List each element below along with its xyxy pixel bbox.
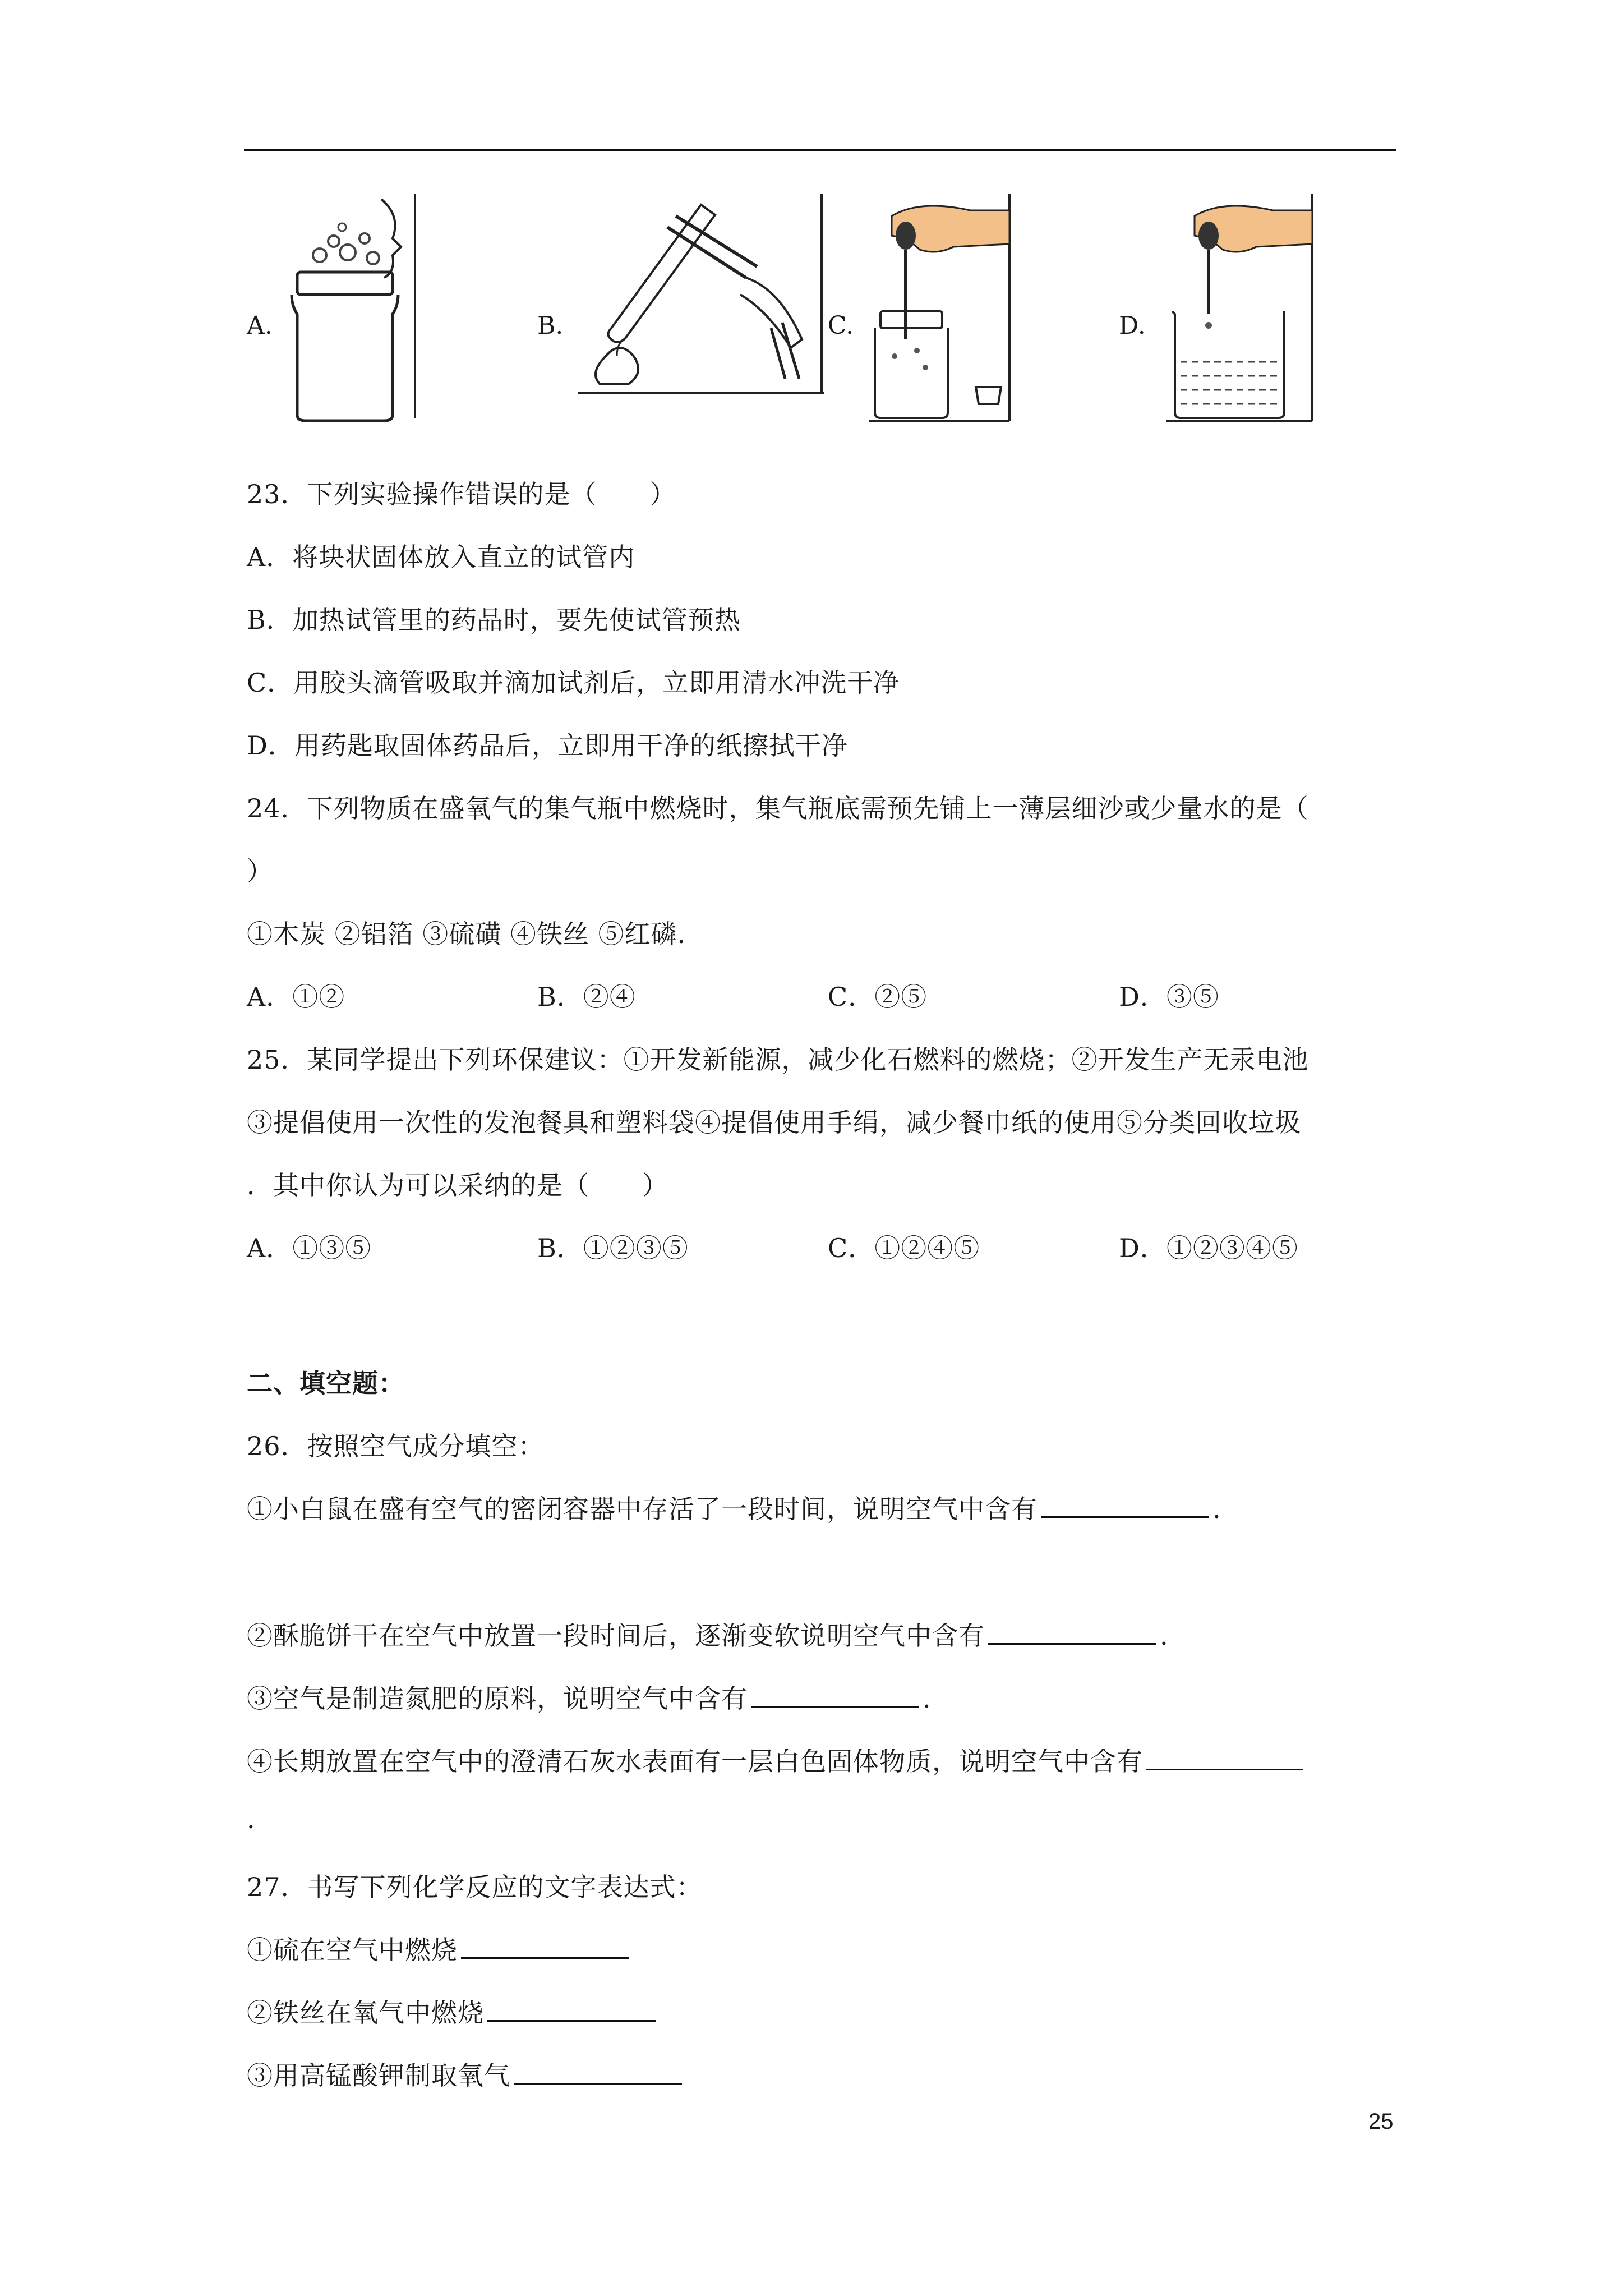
q23-option-d: D．用药匙取固体药品后，立即用干净的纸擦拭干净 <box>247 730 848 761</box>
q24-stem: 24．下列物质在盛氧气的集气瓶中燃烧时，集气瓶底需预先铺上一薄层细沙或少量水的是（ <box>247 793 1309 823</box>
q27-blank-3[interactable] <box>514 2057 682 2085</box>
header-rule <box>244 149 1396 151</box>
figure-option-b-label: B. <box>537 311 564 340</box>
q27-item-1-text: ①硫在空气中燃烧 <box>247 1935 458 1965</box>
q25-line-2: ③提倡使用一次性的发泡餐具和塑料袋④提倡使用手绢，减少餐巾纸的使用⑤分类回收垃圾 <box>247 1107 1301 1138</box>
q26-item-1-text: ①小白鼠在盛有空气的密闭容器中存活了一段时间，说明空气中含有 <box>247 1494 1038 1524</box>
q26-blank-2[interactable] <box>988 1617 1156 1645</box>
q23-option-c: C．用胶头滴管吸取并滴加试剂后，立即用清水冲洗干净 <box>247 668 900 698</box>
q26-item-3 <box>247 1678 932 1715</box>
q26-blank-3[interactable] <box>751 1680 919 1708</box>
q26-item-4-period: . <box>247 1804 256 1834</box>
smell-gas-illustration <box>280 194 426 424</box>
q25-option-b: B．①②③⑤ <box>537 1233 689 1263</box>
q25-option-c: C．①②④⑤ <box>828 1233 980 1263</box>
dropper-in-bottle-illustration <box>869 194 1015 424</box>
figure-option-d-label: D. <box>1119 311 1146 340</box>
q27-item-2-text: ②铁丝在氧气中燃烧 <box>247 1998 484 2028</box>
q26-blank-4[interactable] <box>1146 1743 1303 1770</box>
q26-stem: 26．按照空气成分填空： <box>247 1431 545 1461</box>
q24-option-d: D．③⑤ <box>1119 982 1219 1012</box>
q27-item-1 <box>247 1930 633 1967</box>
q26-item-3-text: ③空气是制造氮肥的原料，说明空气中含有 <box>247 1683 748 1714</box>
q26-item-4 <box>247 1741 1307 1778</box>
q26-blank-1[interactable] <box>1041 1490 1209 1518</box>
q26-item-3-period: . <box>923 1683 932 1714</box>
q23-option-a: A．将块状固体放入直立的试管内 <box>247 542 635 572</box>
q24-items: ①木炭 ②铝箔 ③硫磺 ④铁丝 ⑤红磷. <box>247 919 686 949</box>
q26-item-2-text: ②酥脆饼干在空气中放置一段时间后，逐渐变软说明空气中含有 <box>247 1621 985 1651</box>
q24-option-c: C．②⑤ <box>828 982 928 1012</box>
q24-option-a: A．①② <box>247 982 345 1012</box>
q26-item-1 <box>247 1489 1221 1526</box>
q24-stem-end: ） <box>247 856 273 886</box>
q27-item-3 <box>247 2055 685 2092</box>
q25-option-d: D．①②③④⑤ <box>1119 1233 1298 1263</box>
q27-item-2 <box>247 1993 659 2030</box>
q26-item-4-text: ④长期放置在空气中的澄清石灰水表面有一层白色固体物质，说明空气中含有 <box>247 1746 1143 1777</box>
q25-option-a: A．①③⑤ <box>247 1233 372 1263</box>
q23-stem: 23．下列实验操作错误的是（ ） <box>247 479 676 509</box>
figure-option-c-label: C. <box>828 311 854 340</box>
q26-item-2-period: . <box>1160 1621 1169 1651</box>
heat-test-tube-illustration <box>578 194 824 395</box>
q27-blank-1[interactable] <box>461 1931 629 1959</box>
q25-line-1: 25．某同学提出下列环保建议：①开发新能源，减少化石燃料的燃烧；②开发生产无汞电池 <box>247 1045 1309 1075</box>
q27-stem: 27．书写下列化学反应的文字表达式： <box>247 1872 703 1902</box>
q25-line-3: ．其中你认为可以采纳的是（ ） <box>247 1170 668 1200</box>
q26-item-2 <box>247 1616 1169 1653</box>
section-2-heading: 二、填空题： <box>247 1368 405 1398</box>
q23-option-b: B．加热试管里的药品时，要先使试管预热 <box>247 605 741 635</box>
page-number: 25 <box>1368 2109 1394 2134</box>
q27-item-3-text: ③用高锰酸钾制取氧气 <box>247 2060 510 2091</box>
q27-blank-2[interactable] <box>487 1994 656 2022</box>
figure-option-a-label: A. <box>247 311 273 340</box>
dropper-over-beaker-illustration <box>1166 194 1318 424</box>
q24-option-b: B．②④ <box>537 982 636 1012</box>
q26-item-1-period: . <box>1212 1494 1221 1524</box>
